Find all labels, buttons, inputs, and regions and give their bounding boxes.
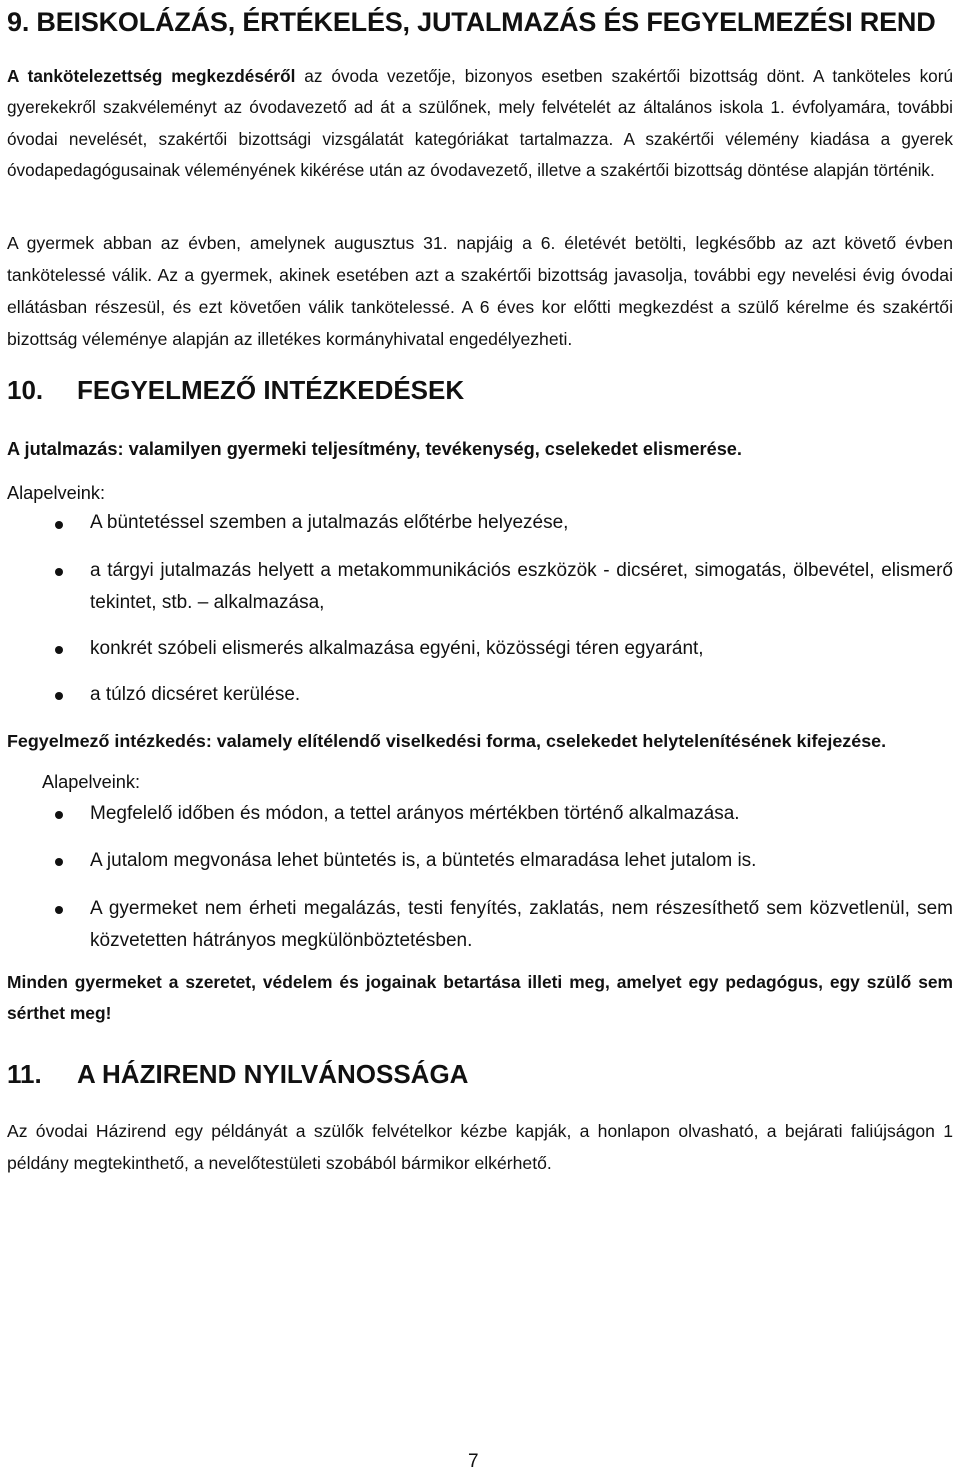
- discipline-item-text: Megfelelő időben és módon, a tettel arányos mértékben történő alkalmazása.: [90, 803, 740, 824]
- bullet-icon: [55, 521, 63, 529]
- discipline-item-text: A jutalom megvonása lehet büntetés is, a büntetés elmaradása lehet jutalom is.: [90, 850, 757, 871]
- reward-item-text: a túlzó dicséret kerülése.: [90, 684, 301, 705]
- bullet-icon: [55, 858, 63, 866]
- tankotelezettseg-bold: A tankötelezettség megkezdéséről: [7, 66, 296, 86]
- section-11-heading: [7, 1056, 468, 1092]
- bullet-icon: [55, 811, 63, 819]
- closing-statement: Minden gyermeket a szeretet, védelem és jogainak betartása illeti meg, amelyet egy pedagógus, egy szülő sem sérthet meg!: [7, 972, 953, 1023]
- section-10-number: 10.: [7, 375, 44, 405]
- section-9-paragraph-1: [7, 61, 953, 186]
- reward-definition: A jutalmazás: valamilyen gyermeki teljesítmény, tevékenység, cselekedet elismerése.: [7, 439, 742, 459]
- principles-label-1: Alapelveink:: [7, 483, 106, 503]
- bullet-icon: [55, 646, 63, 654]
- page-number: 7: [468, 1451, 479, 1472]
- section-9-heading: 9. BEISKOLÁZÁS, ÉRTÉKELÉS, JUTALMAZÁS ÉS FEGYELMEZÉSI REND: [7, 7, 936, 37]
- section-11-number: 11.: [7, 1059, 42, 1089]
- section-10-heading: [7, 372, 464, 408]
- principles-label-2: Alapelveink:: [42, 772, 141, 792]
- discipline-item-text: A gyermeket nem érheti megalázás, testi fenyítés, zaklatás, nem részesíthető sem közvetlenül, sem közvetetten hátrányos megkülönböztetésben.: [90, 898, 953, 951]
- section-11-paragraph: Az óvodai Házirend egy példányát a szülők felvételkor kézbe kapják, a honlapon olvasható, a bejárati faliújságon 1 példány megtekinthető, a nevelőtestületi szobából bármikor elkérhető.: [7, 1121, 953, 1173]
- discipline-definition: Fegyelmező intézkedés: valamely elítélendő viselkedési forma, cselekedet helytelenítésének kifejezése.: [7, 731, 887, 751]
- reward-item-text: konkrét szóbeli elismerés alkalmazása egyéni, közösségi téren egyaránt,: [90, 638, 704, 659]
- reward-item-text: A büntetéssel szemben a jutalmazás előtérbe helyezése,: [90, 512, 569, 533]
- section-9-paragraph-2: A gyermek abban az évben, amelynek augusztus 31. napjáig a 6. életévét betölti, legkésőbb az azt követő évben tankötelessé válik. Az a gyermek, akinek esetében azt a szakértői bizottság javasolja, további egy nevelési évig óvodai ellátásban részesül, és ezt követően válik tankötelessé. A 6 éves kor előtti megkezdést a szülő kérelme és szakértői bizottság véleménye alapján az illetékes kormányhivatal engedélyezheti.: [7, 233, 953, 349]
- section-9-paragraph-1-rest: az óvoda vezetője, bizonyos esetben szakértői bizottság dönt. A tanköteles korú gyerekekről szakvéleményt az óvodavezető ad át a szülőnek, mely felvételét az általános iskola 1. évfolyamára, további óvodai nevelését, szakértői bizottsági vizsgálatát kategóriákat tartalmazza. A szakértői vélemény kiadása a gyerek óvodapedagógusainak véleményének kikérése után az óvodavezető, illetve a szakértői bizottság döntése alapján történik.: [7, 66, 954, 180]
- section-11-title: A HÁZIREND NYILVÁNOSSÁGA: [77, 1059, 469, 1089]
- bullet-icon: [55, 692, 63, 700]
- bullet-icon: [55, 568, 63, 576]
- section-10-title: FEGYELMEZŐ INTÉZKEDÉSEK: [77, 375, 465, 405]
- reward-item-text: a tárgyi jutalmazás helyett a metakommunikációs eszközök - dicséret, simogatás, ölbevétel, elismerő tekintet, stb. – alkalmazása,: [90, 560, 953, 613]
- bullet-icon: [55, 906, 63, 914]
